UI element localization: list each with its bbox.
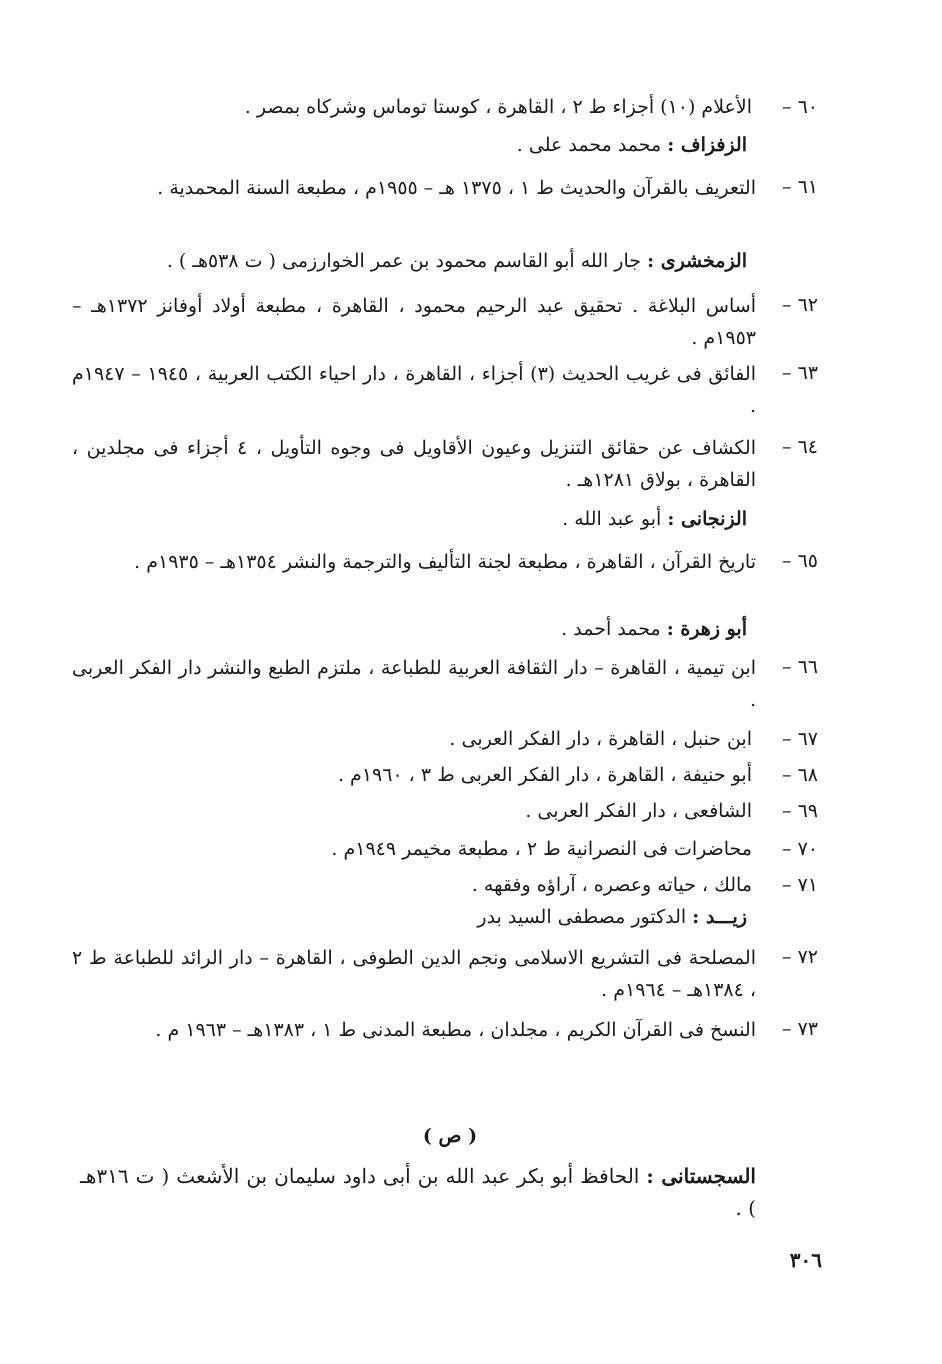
entry-number: ٧٠ – <box>782 838 818 860</box>
entry-number: ٦١ – <box>782 176 818 198</box>
page-number: ٣٠٦ <box>789 1248 822 1272</box>
author-heading: أبو زهرة : محمد أحمد . <box>561 618 747 640</box>
entry-text: أبو حنيفة ، القاهرة ، دار الفكر العربى ط ٣ ، ١٩٦٠م . <box>337 764 752 786</box>
author-heading: الزنجانى : أبو عبد الله . <box>562 508 747 530</box>
entry-text: محاضرات فى النصرانية ط ٢ ، مطبعة مخيمر ١٩٤٩م . <box>331 838 752 860</box>
entry-text: ابن حنبل ، القاهرة ، دار الفكر العربى . <box>449 728 752 750</box>
entry-text: تاريخ القرآن ، القاهرة ، مطبعة لجنة التأليف والترجمة والنشر ١٣٥٤هـ – ١٩٣٥م . <box>134 551 756 573</box>
entry-text: الفائق فى غريب الحديث (٣) أجزاء ، القاهرة ، دار احياء الكتب العربية ، ١٩٤٥ – ١٩٤٧م . <box>72 363 756 417</box>
entry-number: ٦٩ – <box>782 800 818 822</box>
entry-number: ٦٠ – <box>782 96 818 118</box>
entry-text: المصلحة فى التشريع الاسلامى ونجم الدين الطوفى ، القاهرة – دار الرائد للطباعة ط ٢ ، ١٣٨٤هـ – ١٩٦٤م . <box>72 947 756 1001</box>
author-heading: زيـــد : الدكتور مصطفى السيد بدر <box>477 906 747 928</box>
entry-text: أساس البلاغة . تحقيق عبد الرحيم محمود ، القاهرة ، مطبعة أولاد أوفانز ١٣٧٢هـ – ١٩٥٣م . <box>72 295 756 349</box>
entry-text: الشافعى ، دار الفكر العربى . <box>525 800 752 822</box>
author-heading: الزمخشرى : جار الله أبو القاسم محمود بن عمر الخوارزمى ( ت ٥٣٨هـ ) . <box>166 250 747 272</box>
entry-text: مالك ، حياته وعصره ، آراؤه وفقهه . <box>471 874 752 896</box>
author-heading: الزفزاف : محمد محمد على . <box>516 134 747 156</box>
entry-text: الأعلام (١٠) أجزاء ط ٢ ، القاهرة ، كوستا توماس وشركاه بمصر . <box>244 96 752 118</box>
entry-number: ٦٢ – <box>782 294 818 316</box>
entry-text: الكشاف عن حقائق التنزيل وعيون الأقاويل فى وجوه التأويل ، ٤ أجزاء فى مجلدين ، القاهرة ، بولاق ١٢٨١هـ . <box>72 437 756 491</box>
entry-number: ٦٥ – <box>782 550 818 572</box>
entry-number: ٦٨ – <box>782 764 818 786</box>
author-heading: السجستانى : الحافظ أبو بكر عبد الله بن أبى داود سليمان بن الأشعث ( ت ٣١٦هـ ) . <box>80 1164 756 1220</box>
section-heading: ( ص ) <box>422 1125 478 1147</box>
entry-number: ٧٢ – <box>782 946 818 968</box>
entry-number: ٦٣ – <box>782 362 818 384</box>
entry-text: النسخ فى القرآن الكريم ، مجلدان ، مطبعة المدنى ط ١ ، ١٣٨٣هـ – ١٩٦٣ م . <box>155 1019 756 1041</box>
entry-number: ٦٧ – <box>782 728 818 750</box>
entry-number: ٧١ – <box>782 874 818 896</box>
entry-number: ٧٣ – <box>782 1018 818 1040</box>
entry-number: ٦٦ – <box>782 656 818 678</box>
entry-number: ٦٤ – <box>782 436 818 458</box>
entry-text: ابن تيمية ، القاهرة – دار الثقافة العربية للطباعة ، ملتزم الطبع والنشر دار الفكر العربى . <box>72 657 756 711</box>
entry-text: التعريف بالقرآن والحديث ط ١ ، ١٣٧٥ هـ – ١٩٥٥م ، مطبعة السنة المحمدية . <box>157 177 756 199</box>
